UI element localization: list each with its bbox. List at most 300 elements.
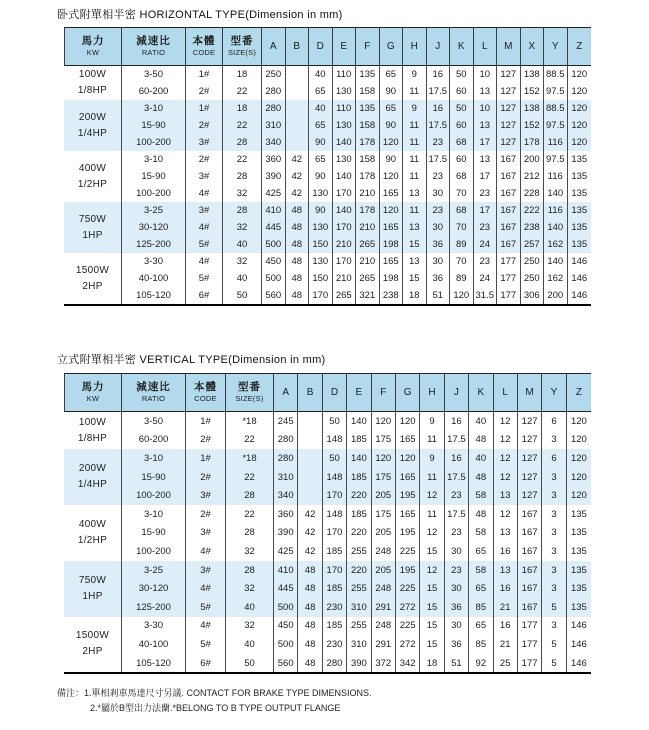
value-cell: 58 — [469, 561, 493, 580]
value-cell: 31.5 — [474, 287, 498, 304]
value-cell: 248 — [372, 542, 396, 561]
value-cell: 70 — [450, 253, 474, 270]
value-cell: 48 — [469, 505, 493, 524]
value-cell: 32 — [223, 185, 262, 202]
value-cell: 13 — [494, 561, 518, 580]
value-cell: 135 — [356, 66, 380, 83]
value-cell — [286, 66, 310, 83]
value-cell: 228 — [521, 185, 545, 202]
value-cell: 28 — [223, 134, 262, 151]
value-cell: 135 — [567, 579, 591, 598]
column-header-y: Y — [544, 28, 568, 66]
value-cell: 198 — [380, 270, 404, 287]
value-cell: 42 — [286, 185, 310, 202]
value-cell: 280 — [274, 431, 298, 450]
value-cell: 40 — [469, 449, 493, 468]
value-cell: 16 — [445, 449, 469, 468]
value-cell: 40 — [309, 66, 333, 83]
value-cell: 130 — [309, 253, 333, 270]
value-cell: 165 — [380, 219, 404, 236]
value-cell: 390 — [274, 524, 298, 543]
value-cell: 220 — [347, 561, 371, 580]
value-cell: 146 — [568, 287, 592, 304]
value-cell: 18 — [403, 287, 427, 304]
horizontal-table-title: 卧式附單相半密 HORIZONTAL TYPE(Dimension in mm) — [57, 9, 343, 21]
value-cell: 135 — [568, 168, 592, 185]
value-cell: 36 — [427, 236, 451, 253]
value-cell: 65 — [309, 83, 333, 100]
value-cell: 321 — [356, 287, 380, 304]
value-cell: 148 — [323, 431, 347, 450]
value-cell: 48 — [286, 253, 310, 270]
value-cell: 10 — [474, 100, 498, 117]
column-header-z: Z — [567, 374, 591, 412]
column-header-e: E — [347, 374, 371, 412]
ratio-cell: 40-100 — [122, 635, 186, 654]
value-cell: 127 — [497, 83, 521, 100]
value-cell: 120 — [450, 287, 474, 304]
value-cell: 22 — [226, 505, 274, 524]
header-row — [64, 374, 591, 412]
value-cell: 138 — [521, 100, 545, 117]
value-cell: 165 — [396, 468, 420, 487]
value-cell: 2# — [186, 117, 223, 134]
value-cell: 32 — [226, 617, 274, 636]
ratio-cell: 15-90 — [122, 117, 186, 134]
value-cell: 50 — [323, 412, 347, 431]
value-cell: 195 — [396, 486, 420, 505]
table-row — [64, 100, 591, 117]
value-cell: 158 — [356, 151, 380, 168]
value-cell: 23 — [445, 486, 469, 505]
value-cell: 42 — [286, 168, 310, 185]
value-cell: 48 — [469, 431, 493, 450]
value-cell: 390 — [347, 654, 371, 673]
value-cell: 120 — [396, 412, 420, 431]
value-cell: 425 — [274, 542, 298, 561]
value-cell: 90 — [380, 151, 404, 168]
column-header-l: L — [474, 28, 498, 66]
value-cell: 15 — [403, 270, 427, 287]
value-cell: 177 — [497, 287, 521, 304]
value-cell: 21 — [494, 635, 518, 654]
value-cell: 265 — [333, 287, 357, 304]
value-cell: 146 — [568, 253, 592, 270]
value-cell: 3 — [542, 468, 566, 487]
value-cell: 127 — [518, 468, 542, 487]
value-cell: 51 — [427, 287, 451, 304]
value-cell: 42 — [286, 151, 310, 168]
header-row — [64, 28, 591, 66]
value-cell: 158 — [356, 83, 380, 100]
value-cell: 2# — [186, 151, 223, 168]
value-cell: 24 — [474, 270, 498, 287]
value-cell: 40 — [469, 412, 493, 431]
value-cell: 120 — [372, 412, 396, 431]
value-cell: 185 — [347, 505, 371, 524]
value-cell: 178 — [356, 168, 380, 185]
value-cell: 12 — [420, 561, 444, 580]
value-cell: 3 — [542, 431, 566, 450]
value-cell: 135 — [567, 505, 591, 524]
notes — [57, 686, 372, 716]
value-cell: 92 — [469, 654, 493, 673]
value-cell: 3 — [542, 617, 566, 636]
table-row — [64, 505, 591, 524]
value-cell: 291 — [372, 598, 396, 617]
value-cell: 15 — [420, 579, 444, 598]
value-cell: 120 — [568, 134, 592, 151]
value-cell: 390 — [262, 168, 286, 185]
value-cell: 23 — [445, 561, 469, 580]
value-cell: 4# — [186, 579, 226, 598]
value-cell: 12 — [420, 524, 444, 543]
value-cell: 22 — [226, 468, 274, 487]
column-header-h: H — [403, 28, 427, 66]
table-row — [64, 287, 591, 304]
value-cell: 30 — [427, 253, 451, 270]
value-cell: 4# — [186, 542, 226, 561]
value-cell: 13 — [494, 486, 518, 505]
value-cell: 32 — [226, 542, 274, 561]
value-cell: 120 — [568, 83, 592, 100]
value-cell: 167 — [518, 561, 542, 580]
value-cell — [298, 468, 322, 487]
note-text: 1.單相剎車馬達尺寸另議. CONTACT FOR BRAKE TYPE DIMENSIONS. — [84, 688, 372, 698]
value-cell: 17.5 — [445, 468, 469, 487]
value-cell: 48 — [298, 561, 322, 580]
column-header-z: Z — [568, 28, 592, 66]
value-cell: 11 — [403, 151, 427, 168]
value-cell: 195 — [396, 561, 420, 580]
value-cell: 48 — [286, 287, 310, 304]
value-cell: 3 — [542, 486, 566, 505]
column-header-j: J — [445, 374, 469, 412]
power-cell: 400W 1/2HP — [64, 505, 122, 561]
value-cell: 90 — [309, 134, 333, 151]
value-cell: 90 — [380, 117, 404, 134]
value-cell: 12 — [494, 412, 518, 431]
table-row — [64, 542, 591, 561]
ratio-cell: 60-200 — [122, 83, 186, 100]
value-cell: 445 — [274, 579, 298, 598]
table-row — [64, 561, 591, 580]
value-cell: 50 — [223, 287, 262, 304]
column-header-m: M — [518, 374, 542, 412]
value-cell: 4# — [186, 185, 223, 202]
value-cell: 140 — [347, 449, 371, 468]
value-cell: 28 — [223, 168, 262, 185]
value-cell: 50 — [323, 449, 347, 468]
value-cell: 210 — [333, 236, 357, 253]
table-row — [64, 617, 591, 636]
value-cell: 306 — [521, 287, 545, 304]
column-header-j: J — [427, 28, 451, 66]
value-cell: 177 — [497, 270, 521, 287]
column-header-a: A — [262, 28, 286, 66]
column-header-kw: 馬力 KW — [64, 28, 122, 66]
value-cell: 65 — [309, 117, 333, 134]
value-cell: 12 — [494, 431, 518, 450]
value-cell: 88.5 — [544, 66, 568, 83]
power-cell: 200W 1/4HP — [64, 100, 122, 151]
value-cell: 16 — [494, 579, 518, 598]
value-cell: 127 — [497, 100, 521, 117]
value-cell: 225 — [396, 617, 420, 636]
table-row — [64, 579, 591, 598]
value-cell: 36 — [427, 270, 451, 287]
table-row — [64, 219, 591, 236]
ratio-cell: 30-120 — [122, 579, 186, 598]
value-cell: 5 — [542, 598, 566, 617]
column-header-x: X — [521, 28, 545, 66]
table-row — [64, 134, 591, 151]
value-cell: 9 — [420, 412, 444, 431]
value-cell — [286, 134, 310, 151]
value-cell: 185 — [323, 617, 347, 636]
value-cell: 165 — [396, 431, 420, 450]
value-cell: 48 — [298, 598, 322, 617]
value-cell: 120 — [568, 117, 592, 134]
power-cell: 750W 1HP — [64, 561, 122, 617]
ratio-cell: 40-100 — [122, 270, 186, 287]
value-cell: 195 — [396, 524, 420, 543]
value-cell: 372 — [372, 654, 396, 673]
value-cell: 2# — [186, 431, 226, 450]
note-text: 2.*屬於B型出力法蘭.*BELONG TO B TYPE OUTPUT FLANGE — [90, 703, 341, 713]
value-cell: 97.5 — [544, 117, 568, 134]
value-cell: 120 — [380, 202, 404, 219]
value-cell — [298, 486, 322, 505]
value-cell: 238 — [521, 219, 545, 236]
value-cell — [286, 83, 310, 100]
value-cell: 48 — [298, 654, 322, 673]
note-line — [57, 686, 372, 701]
value-cell: 162 — [544, 236, 568, 253]
value-cell: 3 — [542, 542, 566, 561]
value-cell: 250 — [521, 253, 545, 270]
value-cell: 3 — [542, 505, 566, 524]
value-cell: 48 — [298, 617, 322, 636]
column-header-code: 本體 CODE — [186, 28, 223, 66]
value-cell: 11 — [403, 202, 427, 219]
value-cell: 170 — [309, 287, 333, 304]
value-cell: 450 — [274, 617, 298, 636]
value-cell: 280 — [323, 654, 347, 673]
value-cell: 165 — [380, 185, 404, 202]
value-cell — [286, 117, 310, 134]
value-cell: 140 — [544, 185, 568, 202]
value-cell: 11 — [420, 505, 444, 524]
value-cell: 6 — [542, 412, 566, 431]
value-cell: 175 — [372, 505, 396, 524]
value-cell: 152 — [521, 83, 545, 100]
value-cell: 48 — [286, 236, 310, 253]
value-cell: 16 — [427, 100, 451, 117]
ratio-cell: 105-120 — [122, 654, 186, 673]
value-cell: 120 — [567, 486, 591, 505]
value-cell: 167 — [518, 579, 542, 598]
value-cell: 135 — [568, 202, 592, 219]
value-cell: 58 — [469, 486, 493, 505]
power-cell: 200W 1/4HP — [64, 449, 122, 505]
value-cell: 28 — [226, 486, 274, 505]
value-cell: 177 — [518, 654, 542, 673]
value-cell: 21 — [494, 598, 518, 617]
ratio-cell: 3-50 — [122, 412, 186, 431]
value-cell: 16 — [494, 542, 518, 561]
value-cell: 120 — [567, 468, 591, 487]
value-cell: 130 — [333, 117, 357, 134]
value-cell: 410 — [274, 561, 298, 580]
column-header-g: G — [380, 28, 404, 66]
value-cell: 28 — [226, 561, 274, 580]
value-cell: 25 — [494, 654, 518, 673]
ratio-cell: 100-200 — [122, 134, 186, 151]
value-cell: 120 — [567, 449, 591, 468]
value-cell: 340 — [262, 134, 286, 151]
column-header-ratio: 減速比 RATIO — [122, 28, 186, 66]
value-cell: 120 — [568, 66, 592, 83]
value-cell: 445 — [262, 219, 286, 236]
note-line — [57, 701, 372, 716]
value-cell: 15 — [420, 617, 444, 636]
value-cell: 11 — [420, 431, 444, 450]
table-row — [64, 83, 591, 100]
value-cell: 12 — [494, 449, 518, 468]
power-cell: 100W 1/8HP — [64, 412, 122, 449]
value-cell: 9 — [403, 66, 427, 83]
value-cell: 200 — [544, 287, 568, 304]
value-cell: 167 — [497, 219, 521, 236]
value-cell: 65 — [469, 617, 493, 636]
value-cell: 167 — [518, 598, 542, 617]
column-header-ratio: 減速比 RATIO — [122, 374, 186, 412]
value-cell: 4# — [186, 617, 226, 636]
value-cell: 13 — [403, 253, 427, 270]
value-cell: 255 — [347, 617, 371, 636]
value-cell: 3# — [186, 524, 226, 543]
value-cell: 18 — [420, 654, 444, 673]
value-cell: 3 — [542, 579, 566, 598]
table-row — [64, 168, 591, 185]
value-cell: 120 — [568, 100, 592, 117]
value-cell: 185 — [347, 468, 371, 487]
ratio-cell: 3-10 — [122, 100, 186, 117]
value-cell: 212 — [521, 168, 545, 185]
table-row — [64, 151, 591, 168]
value-cell: 68 — [450, 202, 474, 219]
value-cell: 165 — [396, 505, 420, 524]
column-header-m: M — [497, 28, 521, 66]
value-cell: 97.5 — [544, 83, 568, 100]
value-cell: 146 — [567, 617, 591, 636]
table-row — [64, 202, 591, 219]
value-cell: 116 — [544, 134, 568, 151]
ratio-cell: 3-10 — [122, 505, 186, 524]
value-cell: 116 — [544, 168, 568, 185]
value-cell: 210 — [356, 185, 380, 202]
column-header-sizes: 型番 SIZE(S) — [223, 28, 262, 66]
ratio-cell: 3-30 — [122, 253, 186, 270]
value-cell: 2# — [186, 505, 226, 524]
ratio-cell: 3-25 — [122, 561, 186, 580]
value-cell: 40 — [226, 598, 274, 617]
column-header-f: F — [372, 374, 396, 412]
value-cell: 178 — [521, 134, 545, 151]
table-row — [64, 524, 591, 543]
value-cell: 32 — [223, 219, 262, 236]
value-cell: 15 — [420, 635, 444, 654]
value-cell: 135 — [567, 542, 591, 561]
value-cell: 3# — [186, 168, 223, 185]
value-cell: 135 — [567, 561, 591, 580]
ratio-cell: 100-200 — [122, 486, 186, 505]
value-cell: 22 — [223, 151, 262, 168]
value-cell: 130 — [333, 151, 357, 168]
value-cell: 135 — [356, 100, 380, 117]
column-header-b: B — [286, 28, 310, 66]
value-cell: 127 — [518, 449, 542, 468]
value-cell: 152 — [521, 117, 545, 134]
value-cell: 250 — [521, 270, 545, 287]
value-cell: 170 — [323, 561, 347, 580]
value-cell: 30 — [427, 185, 451, 202]
horizontal-type-table — [64, 27, 591, 306]
value-cell: 167 — [518, 505, 542, 524]
value-cell: 110 — [333, 100, 357, 117]
value-cell: 560 — [274, 654, 298, 673]
value-cell: 90 — [309, 202, 333, 219]
power-cell: 750W 1HP — [64, 202, 122, 253]
value-cell: 127 — [497, 66, 521, 83]
value-cell: 140 — [333, 202, 357, 219]
value-cell: 110 — [333, 66, 357, 83]
value-cell: 146 — [567, 635, 591, 654]
value-cell: 90 — [380, 83, 404, 100]
power-cell: 1500W 2HP — [64, 617, 122, 673]
value-cell: 250 — [262, 66, 286, 83]
value-cell: 28 — [223, 202, 262, 219]
value-cell: 140 — [347, 412, 371, 431]
value-cell: 167 — [497, 185, 521, 202]
value-cell: 238 — [380, 287, 404, 304]
value-cell: 162 — [544, 270, 568, 287]
value-cell: 255 — [347, 579, 371, 598]
value-cell: 17 — [474, 134, 498, 151]
value-cell: 22 — [223, 83, 262, 100]
value-cell: 12 — [494, 468, 518, 487]
value-cell: 257 — [521, 236, 545, 253]
value-cell: 3# — [186, 486, 226, 505]
value-cell: 16 — [427, 66, 451, 83]
value-cell: 230 — [323, 598, 347, 617]
value-cell: 127 — [497, 134, 521, 151]
value-cell: 255 — [347, 542, 371, 561]
value-cell: 3# — [186, 134, 223, 151]
value-cell: 127 — [518, 431, 542, 450]
value-cell: 170 — [323, 486, 347, 505]
value-cell: 48 — [469, 468, 493, 487]
value-cell: 210 — [356, 253, 380, 270]
value-cell: 310 — [347, 635, 371, 654]
table-row — [64, 185, 591, 202]
value-cell: 120 — [567, 431, 591, 450]
value-cell: 425 — [262, 185, 286, 202]
value-cell: 280 — [274, 449, 298, 468]
value-cell: 138 — [521, 66, 545, 83]
value-cell: 5# — [186, 598, 226, 617]
